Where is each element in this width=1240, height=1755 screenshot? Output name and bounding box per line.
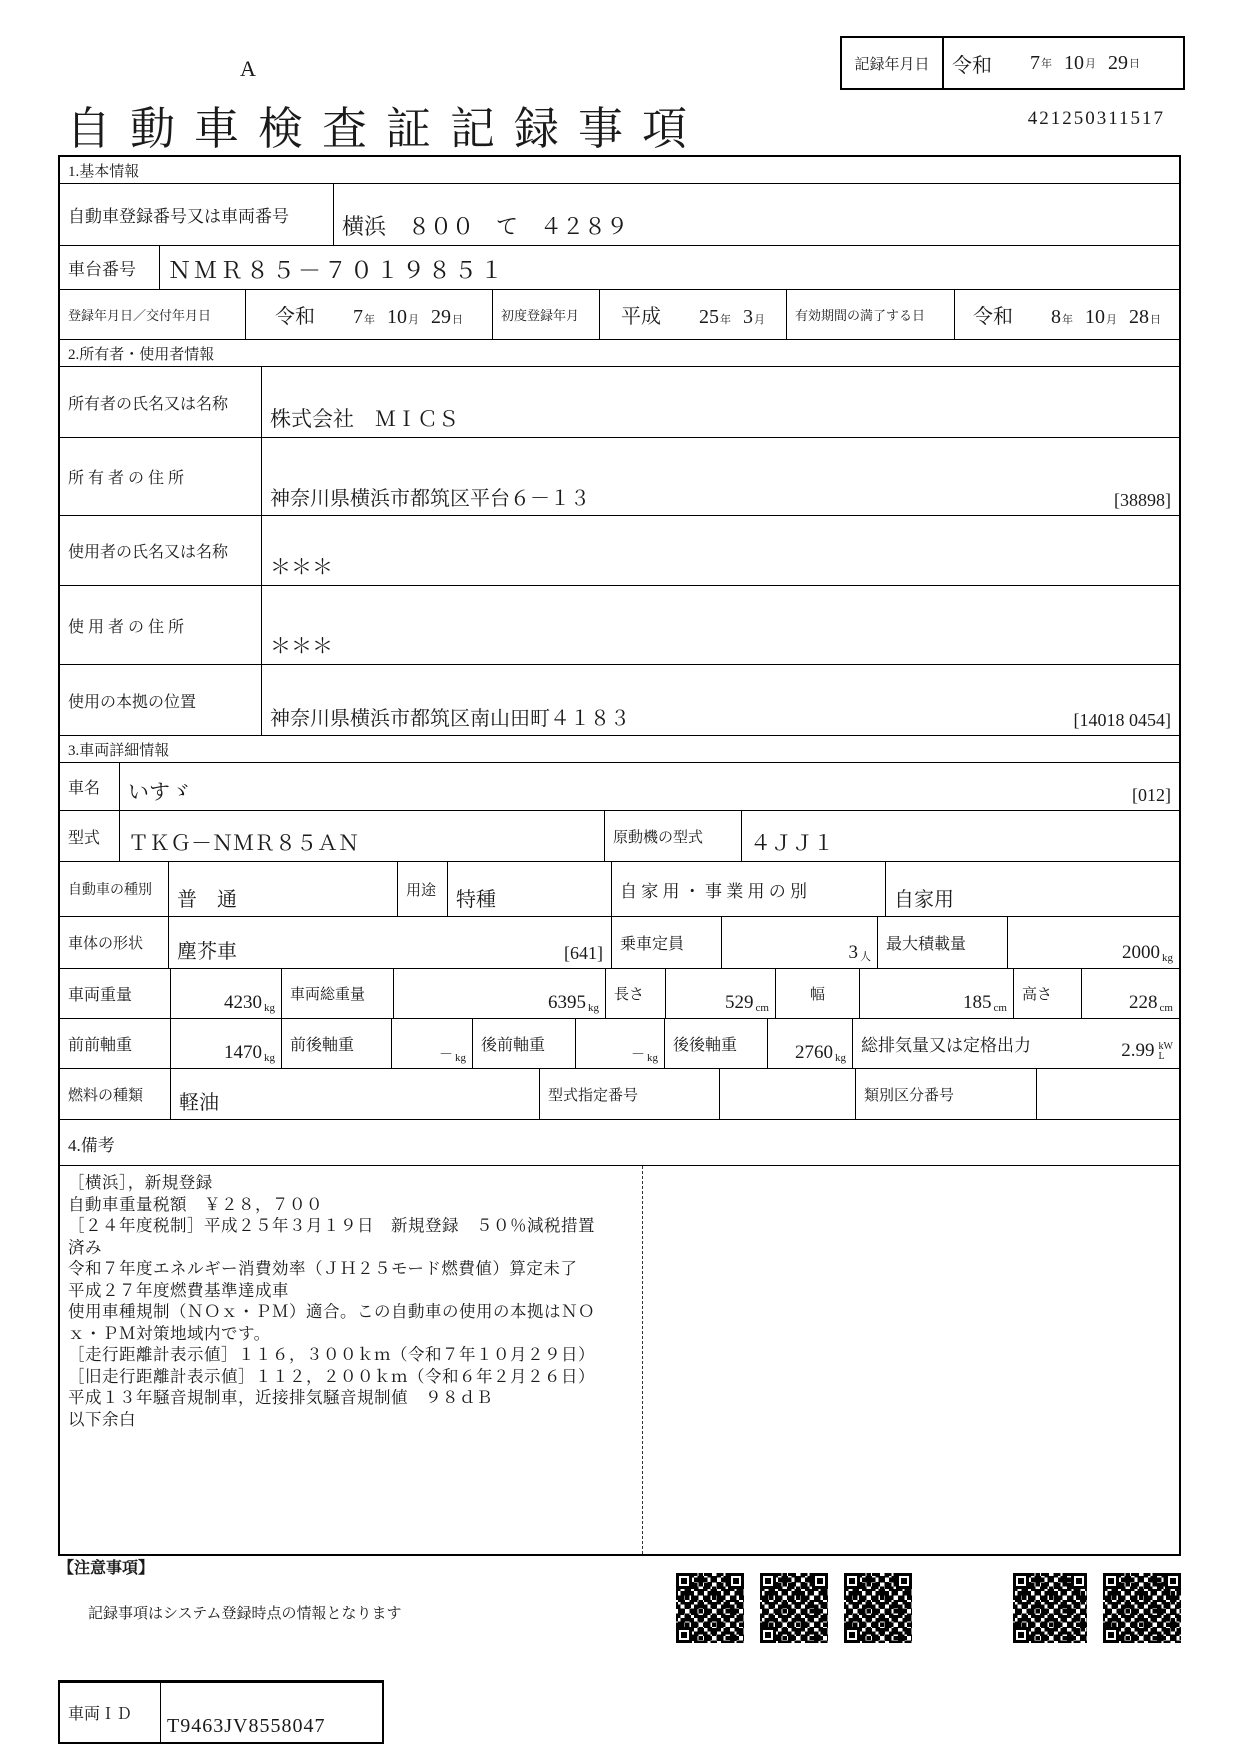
- qr-code: [1013, 1573, 1087, 1643]
- rear-front-axle-label: 後前軸重: [473, 1019, 576, 1068]
- chassis-number-label: 車台番号: [60, 246, 160, 289]
- width-value: 185 cm: [860, 969, 1014, 1018]
- fuel-label: 燃料の種類: [60, 1069, 171, 1119]
- vehicle-id-label: 車両ＩＤ: [60, 1683, 161, 1742]
- private-business-value: 自家用: [894, 889, 954, 911]
- qr-code: [676, 1573, 744, 1643]
- record-date-label: 記録年月日: [842, 38, 944, 88]
- capacity-label: 乗車定員: [612, 917, 722, 968]
- remarks-text: ［横浜］，新規登録 自動車重量税額 ￥２８，７００ ［２４年度税制］平成２５年３月１９日 新規登録 ５０％減税措置 済み 令和７年度エネルギー消費効率（ＪＨ２５モード燃費値）算定未了 平成２７年度燃費基準達成車 使用車種規制（ＮＯｘ・ＰＭ）適合。この自動車の使用の本拠はＮＯ ｘ・ＰＭ対策地域内です。 ［走行距離計表示値］１１６，３００ｋｍ（令和７年１０月２９日） ［旧走行距離計表示値］１１２，２００ｋｍ（令和６年２月２６日） 平成１３年騒音規制車，近接排気騒音規制値 ９８ｄＢ 以下余白: [68, 1173, 595, 1429]
- owner-address-row: [60, 438, 1179, 516]
- engine-model-label: 原動機の型式: [605, 811, 742, 861]
- owner-name-value: 株式会社 ＭＩＣＳ: [270, 407, 459, 431]
- document-number: 421250311517: [1027, 108, 1165, 129]
- model-label: 型式: [60, 811, 120, 861]
- base-location-row: [60, 665, 1179, 736]
- front-front-axle-label: 前前軸重: [60, 1019, 171, 1068]
- body-shape-value: 塵芥車 [641]: [169, 917, 612, 968]
- expiry-label: 有効期間の満了する日: [787, 290, 955, 339]
- gross-weight-value: 6395 kg: [394, 969, 606, 1018]
- car-name-code: [012]: [1132, 785, 1171, 805]
- model-value: ＴＫＧ－ＮＭＲ８５ＡＮ: [120, 811, 605, 861]
- category-label: 自動車の種別: [60, 862, 169, 916]
- rear-front-axle-value: － kg: [576, 1019, 665, 1068]
- axle-weights-row: [60, 1019, 1179, 1069]
- class-number-label: 類別区分番号: [856, 1069, 1037, 1119]
- page-title: 自動車検査証記録事項: [66, 104, 707, 154]
- user-name-value: ＊＊＊: [270, 555, 333, 579]
- chassis-number-row: [60, 246, 1179, 290]
- car-name-label: 車名: [60, 763, 120, 810]
- body-shape-row: [60, 917, 1179, 969]
- body-shape-code: [641]: [564, 943, 603, 963]
- record-date-box: [840, 36, 1185, 90]
- weights-row: [60, 969, 1179, 1019]
- main-table: [58, 155, 1181, 1556]
- body-shape-label: 車体の形状: [60, 917, 169, 968]
- car-name-value: いすゞ [012]: [128, 780, 1171, 805]
- qr-code: [844, 1573, 912, 1643]
- max-load-label: 最大積載量: [878, 917, 1008, 968]
- section4-heading: 4.備考: [60, 1120, 1179, 1166]
- qr-code: [760, 1573, 828, 1643]
- max-load-value: 2000 kg: [1122, 942, 1173, 964]
- base-location-code: [14018 0454]: [1073, 710, 1171, 730]
- vehicle-weight-label: 車両重量: [60, 969, 171, 1018]
- first-reg-value: 平成 25 年 3 月: [600, 290, 787, 339]
- notice-heading: 【注意事項】: [58, 1560, 155, 1577]
- owner-address-value: 神奈川県横浜市都筑区平台６－１３ [38898]: [270, 488, 1171, 510]
- front-rear-axle-label: 前後軸重: [282, 1019, 392, 1068]
- section1-heading: 1.基本情報: [60, 157, 1179, 184]
- class-number-value: [1037, 1069, 1179, 1119]
- rear-rear-axle-value: 2760 kg: [768, 1019, 853, 1068]
- displacement-label: 総排気量又は定格出力: [861, 1036, 1031, 1055]
- category-row: [60, 862, 1179, 917]
- qr-code: [1103, 1573, 1181, 1643]
- vehicle-id-box: [58, 1680, 384, 1744]
- reg-number-value: 横浜 ８００ て ４２８９: [342, 214, 629, 239]
- first-reg-label: 初度登録年月: [493, 290, 600, 339]
- owner-address-label: 所 有 者 の 住 所: [60, 438, 262, 515]
- base-location-label: 使用の本拠の位置: [60, 665, 262, 735]
- gross-weight-label: 車両総重量: [282, 969, 394, 1018]
- rear-rear-axle-label: 後後軸重: [665, 1019, 768, 1068]
- record-date-value: 令和 7 年 10 月 29 日: [952, 51, 1140, 77]
- user-address-label: 使 用 者 の 住 所: [60, 586, 262, 664]
- fuel-row: [60, 1069, 1179, 1120]
- section2-heading: 2.所有者・使用者情報: [60, 340, 1179, 367]
- expiry-value: 令和 8 年 10 月 28 日: [973, 306, 1161, 328]
- chassis-number-value: ＮＭＲ８５－７０１９８５１: [168, 258, 506, 283]
- section3-heading: 3.車両詳細情報: [60, 736, 1179, 763]
- user-name-label: 使用者の氏名又は名称: [60, 516, 262, 585]
- remarks-divider: [642, 1166, 643, 1554]
- user-address-value: ＊＊＊: [270, 634, 333, 658]
- car-name-row: [60, 763, 1179, 811]
- front-rear-axle-value: － kg: [392, 1019, 473, 1068]
- user-address-row: [60, 586, 1179, 665]
- use-value: 特種: [448, 862, 612, 916]
- fuel-value: 軽油: [171, 1069, 540, 1119]
- type-designation-value: [720, 1069, 856, 1119]
- private-business-label: 自 家 用 ・ 事 業 用 の 別: [612, 862, 886, 916]
- owner-address-code: [38898]: [1114, 490, 1171, 510]
- model-row: [60, 811, 1179, 862]
- user-name-row: [60, 516, 1179, 586]
- reg-number-label: 自動車登録番号又は車両番号: [60, 184, 334, 245]
- base-location-value: 神奈川県横浜市都筑区南山田町４１８３ [14018 0454]: [270, 708, 1171, 730]
- owner-name-row: [60, 367, 1179, 438]
- notice-text: 記録事項はシステム登録時点の情報となります: [88, 1605, 402, 1622]
- owner-name-label: 所有者の氏名又は名称: [60, 367, 262, 437]
- height-label: 高さ: [1014, 969, 1082, 1018]
- corner-label: A: [240, 56, 256, 81]
- reg-date-value: 令和 7 年 10 月 29 日: [246, 290, 493, 339]
- width-label: 幅: [776, 969, 860, 1018]
- height-value: 228 cm: [1129, 992, 1173, 1014]
- capacity-value: 3 人: [722, 917, 878, 968]
- reg-date-label: 登録年月日／交付年月日: [60, 290, 246, 339]
- vehicle-weight-value: 4230 kg: [171, 969, 282, 1018]
- length-label: 長さ: [606, 969, 666, 1018]
- displacement-value: 2.99 kW L: [1121, 1040, 1173, 1062]
- length-value: 529 cm: [666, 969, 776, 1018]
- use-label: 用途: [398, 862, 448, 916]
- vehicle-id-value: T9463JV8558047: [167, 1715, 326, 1737]
- reg-number-row: [60, 184, 1179, 246]
- dates-row: [60, 290, 1179, 340]
- displacement-cell: [853, 1019, 1179, 1068]
- front-front-axle-value: 1470 kg: [171, 1019, 282, 1068]
- remarks-cell: [60, 1166, 1179, 1554]
- engine-model-value: ４ＪＪ１: [750, 831, 834, 855]
- category-value: 普 通: [169, 862, 398, 916]
- type-designation-label: 型式指定番号: [540, 1069, 720, 1119]
